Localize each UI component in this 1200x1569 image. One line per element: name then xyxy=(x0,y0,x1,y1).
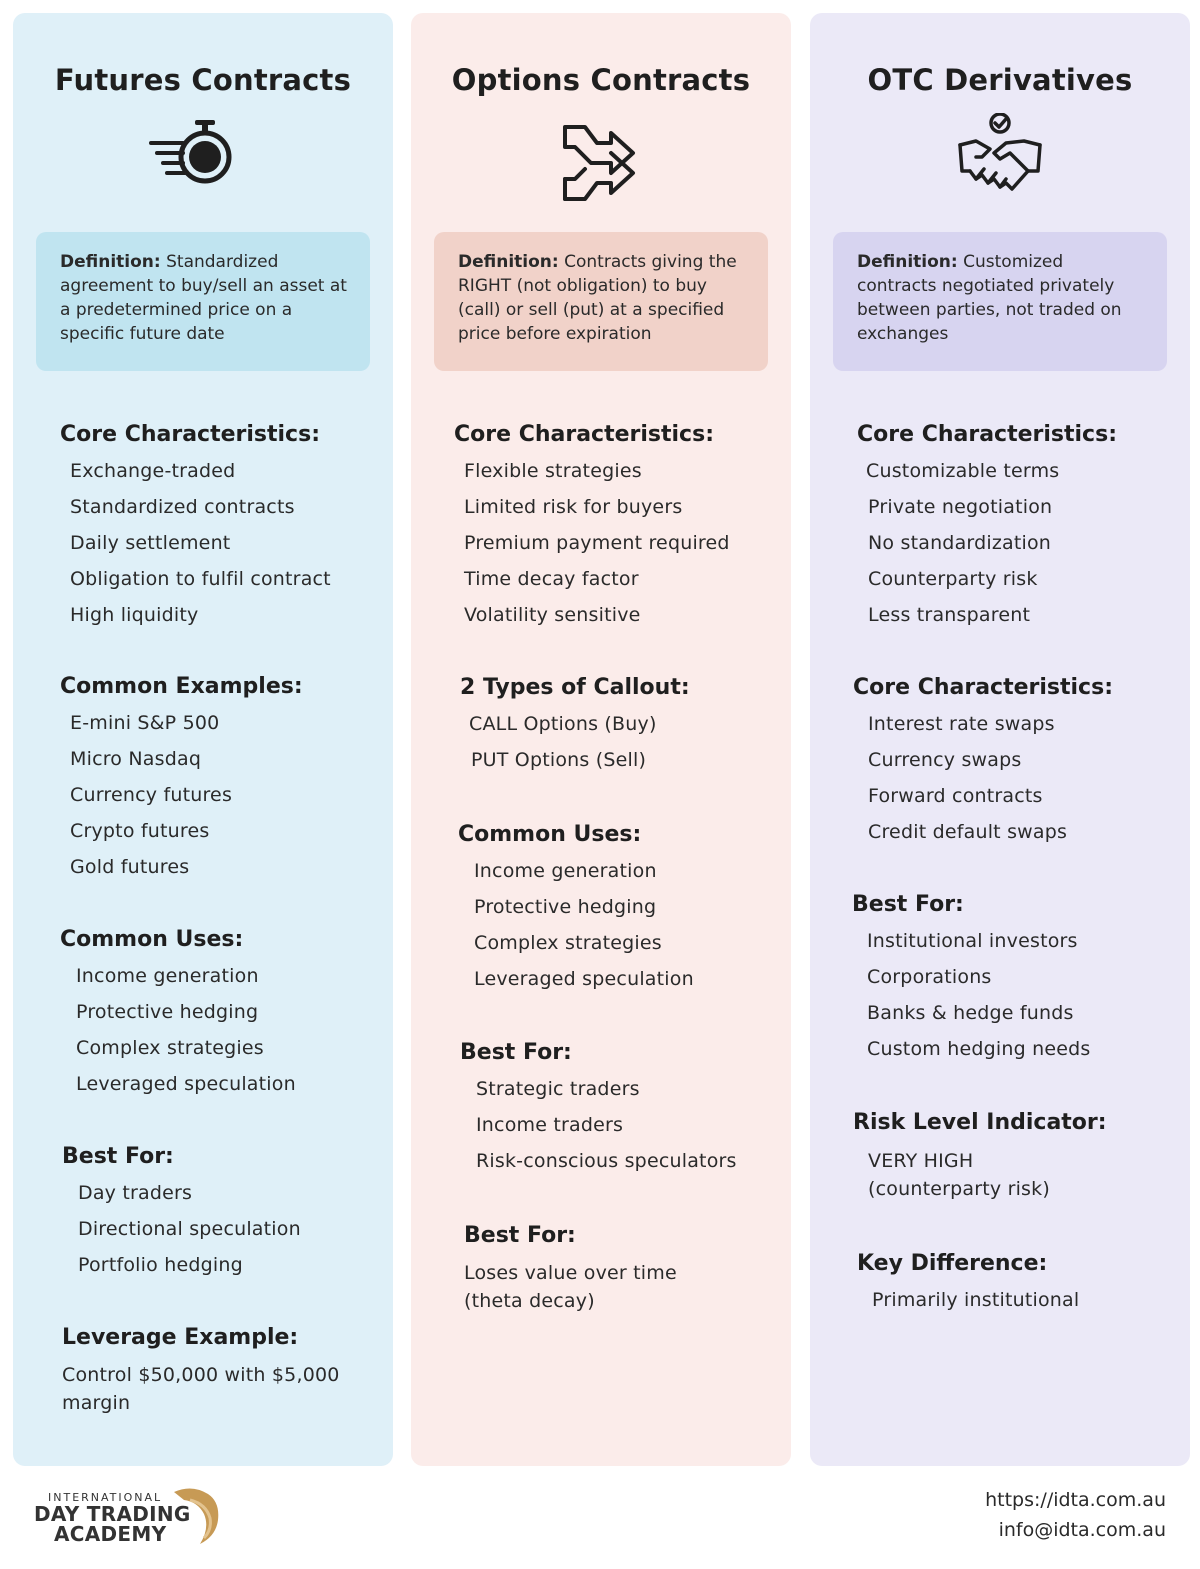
list-item: Interest rate swaps xyxy=(868,713,1055,735)
futures-title: Futures Contracts xyxy=(54,63,352,97)
section-heading: Leverage Example: xyxy=(62,1325,299,1350)
list-item: Income generation xyxy=(474,860,657,882)
options-title: Options Contracts xyxy=(451,63,751,97)
list-item: Portfolio hedging xyxy=(78,1254,243,1276)
futures-definition xyxy=(36,232,370,371)
options-definition xyxy=(434,232,768,371)
section-heading: Risk Level Indicator: xyxy=(853,1110,1107,1135)
list-item: Protective hedging xyxy=(474,896,657,918)
list-item: Daily settlement xyxy=(70,532,231,554)
list-item: CALL Options (Buy) xyxy=(469,713,657,735)
section-heading: Best For: xyxy=(460,1040,572,1065)
definition-label: Definition: xyxy=(857,252,958,272)
definition-label: Definition: xyxy=(60,252,161,272)
section-heading: 2 Types of Callout: xyxy=(460,675,690,700)
otc-title: OTC Derivatives xyxy=(867,63,1133,97)
list-item: Less transparent xyxy=(868,604,1031,626)
list-item: Forward contracts xyxy=(868,785,1043,807)
list-item: Complex strategies xyxy=(474,932,662,954)
list-item: Institutional investors xyxy=(867,930,1078,952)
definition-text: Standardized agreement to buy/sell an asset at a predetermined price on a specific future date xyxy=(60,252,347,344)
futures-column xyxy=(13,13,393,1466)
list-item: Primarily institutional xyxy=(872,1289,1080,1311)
list-item: Banks & hedge funds xyxy=(867,1002,1074,1024)
logo-text-line1: INTERNATIONAL xyxy=(48,1491,163,1504)
logo-text-line3: ACADEMY xyxy=(54,1522,167,1546)
list-item: E-mini S&P 500 xyxy=(70,712,220,734)
section-heading: Common Uses: xyxy=(60,927,244,952)
handshake-icon xyxy=(940,113,1060,213)
list-item: Income generation xyxy=(76,965,259,987)
section-heading: Core Characteristics: xyxy=(857,422,1117,447)
list-item: Exchange-traded xyxy=(70,460,236,482)
list-item: Time decay factor xyxy=(464,568,639,590)
list-item: Leveraged speculation xyxy=(474,968,694,990)
section-heading: Common Uses: xyxy=(458,822,642,847)
list-item: Risk-conscious speculators xyxy=(476,1150,737,1172)
list-item: Micro Nasdaq xyxy=(70,748,202,770)
list-item: Complex strategies xyxy=(76,1037,264,1059)
list-item: High liquidity xyxy=(70,604,199,626)
definition-label: Definition: xyxy=(458,252,559,272)
list-item: Gold futures xyxy=(70,856,190,878)
definition-text: Contracts giving the RIGHT (not obligation) to buy (call) or sell (put) at a specified price before expiration xyxy=(458,252,737,344)
list-item: Limited risk for buyers xyxy=(464,496,683,518)
list-item: Custom hedging needs xyxy=(867,1038,1091,1060)
list-item: Strategic traders xyxy=(476,1078,640,1100)
list-item: Obligation to fulfil contract xyxy=(70,568,331,590)
academy-logo[interactable] xyxy=(34,1486,234,1556)
list-item: Day traders xyxy=(78,1182,193,1204)
section-heading: Key Difference: xyxy=(857,1251,1048,1276)
list-item: Control $50,000 with $5,000 margin xyxy=(62,1364,340,1414)
list-item: Premium payment required xyxy=(464,532,730,554)
section-heading: Core Characteristics: xyxy=(853,675,1113,700)
list-item: Private negotiation xyxy=(868,496,1053,518)
list-item: Corporations xyxy=(867,966,992,988)
list-item: Currency swaps xyxy=(868,749,1022,771)
list-item: Income traders xyxy=(476,1114,624,1136)
section-heading: Best For: xyxy=(464,1223,576,1248)
email-link[interactable]: info@idta.com.au xyxy=(998,1519,1166,1541)
logo-text-line2: DAY TRADING xyxy=(34,1502,191,1526)
bull-emblem-icon xyxy=(170,1486,226,1546)
list-item: Currency futures xyxy=(70,784,233,806)
list-item: Directional speculation xyxy=(78,1218,301,1240)
stopwatch-speed-icon xyxy=(143,113,263,213)
list-item: Protective hedging xyxy=(76,1001,259,1023)
list-item: VERY HIGH (counterparty risk) xyxy=(868,1150,1050,1200)
list-item: Counterparty risk xyxy=(868,568,1038,590)
list-item: No standardization xyxy=(868,532,1052,554)
section-heading: Core Characteristics: xyxy=(454,422,714,447)
list-item: Flexible strategies xyxy=(464,460,642,482)
list-item: Loses value over time (theta decay) xyxy=(464,1262,677,1312)
list-item: Standardized contracts xyxy=(70,496,295,518)
section-heading: Common Examples: xyxy=(60,674,303,699)
list-item: Customizable terms xyxy=(866,460,1060,482)
list-item: PUT Options (Sell) xyxy=(471,749,647,771)
list-item: Leveraged speculation xyxy=(76,1073,296,1095)
definition-text: Customized contracts negotiated privately between parties, not traded on exchanges xyxy=(857,252,1122,344)
section-heading: Core Characteristics: xyxy=(60,422,320,447)
list-item: Credit default swaps xyxy=(868,821,1068,843)
options-column xyxy=(411,13,791,1466)
section-heading: Best For: xyxy=(62,1144,174,1169)
website-link[interactable]: https://idta.com.au xyxy=(985,1489,1166,1511)
otc-column xyxy=(810,13,1190,1466)
otc-definition xyxy=(833,232,1167,371)
section-heading: Best For: xyxy=(852,892,964,917)
list-item: Crypto futures xyxy=(70,820,210,842)
list-item: Volatility sensitive xyxy=(464,604,641,626)
crossing-arrows-icon xyxy=(541,113,661,213)
